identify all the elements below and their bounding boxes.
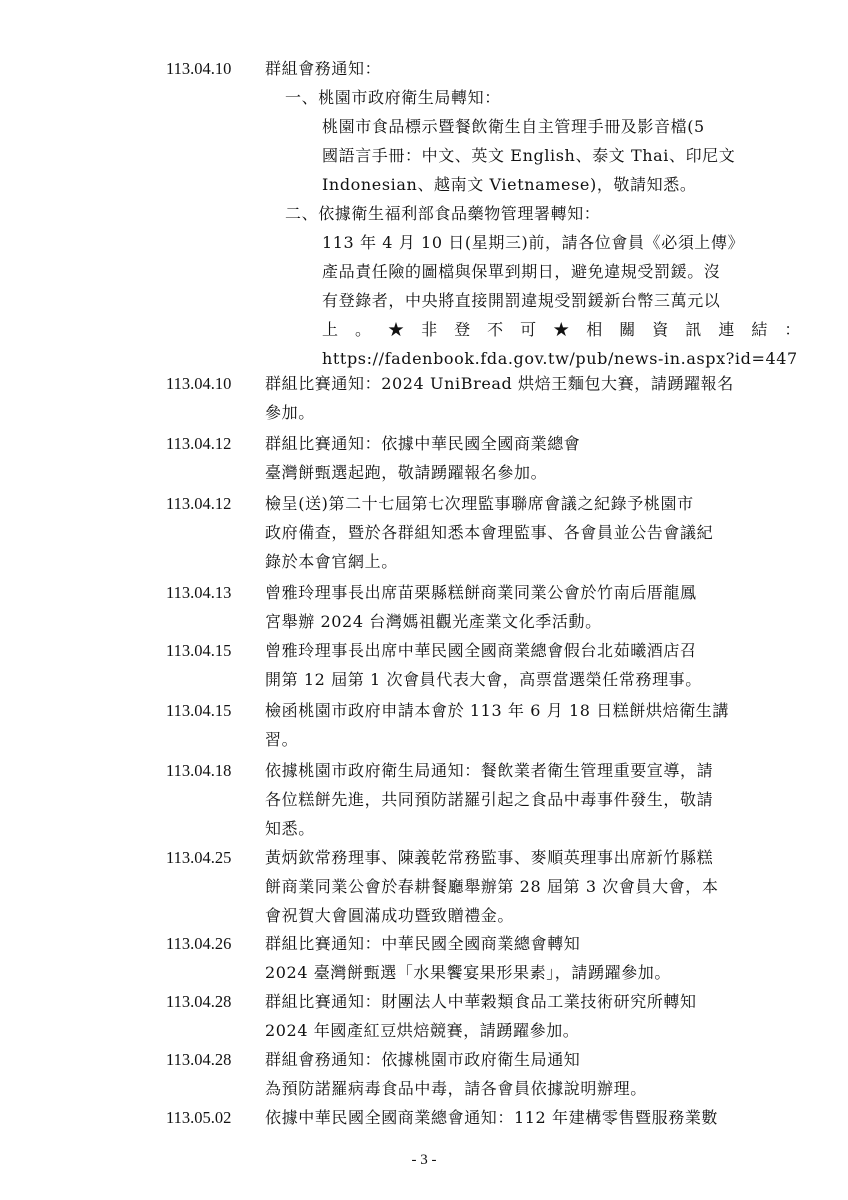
entry-line: 知悉。 bbox=[265, 819, 315, 838]
entry-line: 檢函桃園市政府申請本會於 113 年 6 月 18 日糕餅烘焙衛生講 bbox=[265, 701, 729, 720]
entry-line: 黃炳欽常務理事、陳義乾常務監事、麥順英理事出席新竹縣糕 bbox=[265, 848, 714, 867]
entry-line: 曾雅玲理事長出席中華民國全國商業總會假台北茹曦酒店召 bbox=[265, 641, 697, 660]
entry-date: 113.04.10 bbox=[166, 59, 232, 78]
entry-line: 曾雅玲理事長出席苗栗縣糕餅商業同業公會於竹南后厝龍鳳 bbox=[265, 583, 697, 602]
entry-line: 2024 年國產紅豆烘焙競賽，請踴躍參加。 bbox=[265, 1021, 580, 1040]
entry-date: 113.04.12 bbox=[166, 494, 232, 513]
entry-line: 群組比賽通知：依據中華民國全國商業總會 bbox=[265, 434, 581, 453]
entry-content bbox=[265, 929, 801, 987]
entry-content bbox=[265, 489, 801, 576]
entry-content bbox=[265, 636, 801, 694]
entry-line: 依據桃園市政府衛生局通知：餐飲業者衛生管理重要宣導，請 bbox=[265, 761, 714, 780]
entry-title: 群組會務通知： bbox=[265, 59, 382, 78]
entry-date: 113.04.28 bbox=[166, 992, 232, 1011]
sub-item-line: 桃園市食品標示暨餐飲衛生自主管理手冊及影音檔(5 bbox=[322, 117, 705, 136]
entry-line: 依據中華民國全國商業總會通知：112 年建構零售暨服務業數 bbox=[265, 1108, 719, 1127]
sub-item-title: 二、依據衛生福利部食品藥物管理署轉知： bbox=[285, 204, 601, 223]
entry-line: 錄於本會官網上。 bbox=[265, 552, 398, 571]
entry-line: 開第 12 屆第 1 次會員代表大會，高票當選榮任常務理事。 bbox=[265, 670, 702, 689]
entry-line: 參加。 bbox=[265, 403, 315, 422]
sub-item-line: 產品責任險的圖檔與保單到期日，避免違規受罰鍰。沒 bbox=[322, 262, 721, 281]
entry-date: 113.04.10 bbox=[166, 374, 232, 393]
entry-line: 群組比賽通知：2024 UniBread 烘焙王麵包大賽，請踴躍報名 bbox=[265, 374, 734, 393]
entry-content bbox=[265, 578, 801, 636]
page-number: - 3 - bbox=[411, 1152, 437, 1168]
sub-item-line: 上 。 ★ 非 登 不 可 ★ 相 關 資 訊 連 結 ： bbox=[322, 320, 801, 339]
sub-item-line: 國語言手冊：中文、英文 English、泰文 Thai、印尼文 bbox=[322, 146, 736, 165]
entry-date: 113.04.18 bbox=[166, 761, 232, 780]
entry-line: 為預防諾羅病毒食品中毒，請各會員依據說明辦理。 bbox=[265, 1079, 647, 1098]
entry-line: 群組比賽通知：財團法人中華穀類食品工業技術研究所轉知 bbox=[265, 992, 697, 1011]
entry-content bbox=[265, 369, 801, 427]
entry-content bbox=[265, 54, 801, 373]
entry-line: 餅商業同業公會於春耕餐廳舉辦第 28 屆第 3 次會員大會，本 bbox=[265, 877, 719, 896]
sub-item bbox=[265, 199, 801, 373]
sub-item-title: 一、桃園市政府衛生局轉知： bbox=[285, 88, 501, 107]
entry-line: 習。 bbox=[265, 730, 299, 749]
sub-item-line: 113 年 4 月 10 日(星期三)前，請各位會員《必須上傳》 bbox=[322, 233, 745, 252]
entry-date: 113.04.28 bbox=[166, 1050, 232, 1069]
entry-date: 113.04.15 bbox=[166, 641, 232, 660]
sub-item-line: 有登錄者，中央將直接開罰違規受罰鍰新台幣三萬元以 bbox=[322, 291, 721, 310]
entry-line: 檢呈(送)第二十七屆第七次理監事聯席會議之紀錄予桃園市 bbox=[265, 494, 694, 513]
entry-content bbox=[265, 987, 801, 1045]
entry-date: 113.04.12 bbox=[166, 434, 232, 453]
entry-content bbox=[265, 429, 801, 487]
entry-line: 群組比賽通知：中華民國全國商業總會轉知 bbox=[265, 934, 581, 953]
entry-content bbox=[265, 756, 801, 843]
entry-date: 113.04.26 bbox=[166, 934, 232, 953]
entry-date: 113.04.25 bbox=[166, 848, 232, 867]
entry-content bbox=[265, 696, 801, 754]
sub-item bbox=[265, 83, 801, 199]
entry-line: 各位糕餅先進，共同預防諾羅引起之食品中毒事件發生，敬請 bbox=[265, 790, 714, 809]
entry-content bbox=[265, 843, 801, 930]
entry-line: 臺灣餅甄選起跑，敬請踴躍報名參加。 bbox=[265, 463, 548, 482]
entry-line: 群組會務通知：依據桃園市政府衛生局通知 bbox=[265, 1050, 581, 1069]
entry-line: 2024 臺灣餅甄選「水果饗宴果形果素」，請踴躍參加。 bbox=[265, 963, 672, 982]
entry-content bbox=[265, 1045, 801, 1103]
entry-date: 113.05.02 bbox=[166, 1108, 232, 1127]
entry-line: 會祝賀大會圓滿成功暨致贈禮金。 bbox=[265, 906, 515, 925]
entry-content bbox=[265, 1103, 801, 1132]
entry-date: 113.04.13 bbox=[166, 583, 232, 602]
entry-line: 宮舉辦 2024 台灣媽祖觀光產業文化季活動。 bbox=[265, 612, 602, 631]
entry-line: 政府備查，暨於各群組知悉本會理監事、各會員並公告會議紀 bbox=[265, 523, 714, 542]
entry-date: 113.04.15 bbox=[166, 701, 232, 720]
sub-item-line: Indonesian、越南文 Vietnamese)，敬請知悉。 bbox=[322, 175, 697, 194]
sub-item-line: https://fadenbook.fda.gov.tw/pub/news-in.aspx?id=447 bbox=[322, 349, 798, 368]
